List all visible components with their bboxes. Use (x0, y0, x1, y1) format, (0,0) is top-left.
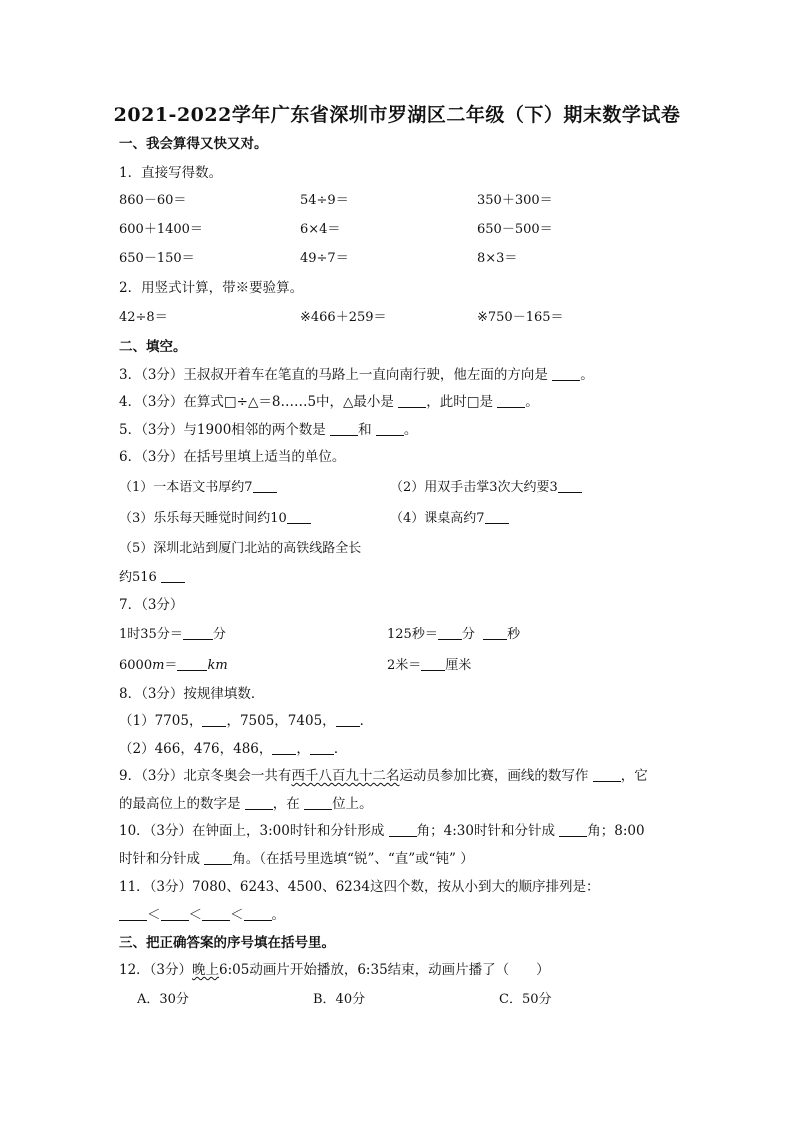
answer-blank[interactable] (438, 625, 462, 640)
q6-item-5-line2 (119, 568, 185, 587)
less-than-sign: ＜ (188, 907, 202, 923)
q10-text: 10．（3分）在钟面上，3:00时针和分针形成 (119, 823, 385, 839)
q7-unit: km (207, 658, 228, 673)
q6-item-text: （4）课桌高约7 (390, 511, 485, 526)
q9-text: ，在 (272, 796, 300, 812)
section-2-heading: 二、填空。 (119, 339, 187, 355)
q12-text: 6:05动画片开始播放，6:35结束，动画片播了（ ） (219, 962, 550, 978)
question-4 (119, 393, 539, 411)
q12-underlined-word: 晚上 (192, 962, 220, 978)
answer-blank[interactable] (204, 850, 232, 865)
q7-text: 2米＝ (387, 658, 422, 673)
q7-item-a (119, 625, 226, 644)
answer-blank[interactable] (559, 822, 587, 837)
q11-label: 11．（3分）7080、6243、4500、6234这四个数，按从小到大的顺序排列是： (119, 879, 600, 895)
q6-item-text: 约516 (119, 570, 157, 585)
q7-item-c (119, 656, 228, 675)
q11-end: 。 (271, 907, 285, 923)
answer-blank[interactable] (398, 393, 426, 408)
q9-text: ，它 (620, 768, 648, 784)
q9-text: 运动员参加比赛，画线的数写作 (399, 768, 589, 784)
answer-blank[interactable] (119, 906, 147, 921)
section-3-heading: 三、把正确答案的序号填在括号里。 (119, 935, 335, 951)
question-9 (119, 767, 648, 785)
question-9-line-2 (119, 795, 373, 813)
q7-label: 7．（3分） (119, 597, 184, 613)
q2-label: 2．用竖式计算，带※要验算。 (119, 280, 304, 296)
answer-blank[interactable] (389, 822, 417, 837)
answer-blank[interactable] (330, 421, 358, 436)
q9-text: 9．（3分）北京冬奥会一共有 (119, 768, 292, 784)
q7-unit: 秒 (507, 627, 521, 642)
q10-text: 角；4:30时针和分针成 (416, 823, 555, 839)
q10-text: 角。（在括号里选填“锐”、“直”或“钝” ） (232, 851, 474, 867)
q4-text: 4．（3分）在算式□÷△＝8……5中，△最小是 (119, 394, 394, 410)
q8-text: ，7505，7405， (226, 713, 336, 729)
q7-unit: 分 (212, 627, 226, 642)
question-10 (119, 822, 645, 840)
q8-text: （2）466，476，486， (119, 741, 273, 757)
q6-item-text: （2）用双手击掌3次大约要3 (390, 480, 558, 495)
answer-blank[interactable] (558, 478, 582, 493)
answer-blank[interactable] (497, 393, 525, 408)
q8-text: （1）7705， (119, 713, 203, 729)
q6-label: 6．（3分）在括号里填上适当的单位。 (119, 449, 346, 465)
q2-item: ※466＋259＝ (300, 310, 387, 325)
q8-label: 8．（3分）按规律填数． (119, 686, 265, 702)
q12-option-c[interactable]: C．50分 (499, 992, 552, 1007)
q8-text: ． (359, 713, 374, 729)
q7-text: 6000 (119, 658, 153, 673)
question-5 (119, 421, 417, 439)
q8-text: ， (296, 741, 310, 757)
q7-unit: m (152, 658, 165, 673)
q7-item-b (387, 625, 520, 644)
q10-text: 角；8:00 (587, 823, 645, 839)
q6-item-text: （1）一本语文书厚约7 (119, 480, 253, 495)
answer-blank[interactable] (202, 906, 230, 921)
q9-text: 位上。 (332, 796, 373, 812)
q6-item-4 (390, 509, 509, 528)
q3-end: 。 (580, 367, 594, 383)
q5-text: 5．（3分）与1900相邻的两个数是 (119, 422, 326, 438)
q1-item: 600＋1400＝ (119, 222, 203, 237)
q1-item: 650－150＝ (119, 251, 195, 266)
q6-item-3 (119, 509, 311, 528)
q6-item-1 (119, 478, 277, 497)
question-3 (119, 366, 594, 384)
answer-blank[interactable] (552, 366, 580, 381)
q1-label: 1．直接写得数。 (119, 165, 223, 181)
answer-blank[interactable] (287, 509, 311, 524)
less-than-sign: ＜ (230, 907, 244, 923)
q10-text: 时针和分针成 (119, 851, 200, 867)
q7-unit: 分 (461, 627, 475, 642)
q2-item: ※750－165＝ (477, 310, 564, 325)
q12-option-a[interactable]: A．30分 (137, 992, 189, 1007)
answer-blank[interactable] (183, 625, 213, 640)
q1-item: 860－60＝ (119, 193, 187, 208)
q12-option-b[interactable]: B．40分 (313, 992, 366, 1007)
q8-text: ． (333, 741, 348, 757)
q7-text: 1时35分＝ (119, 627, 183, 642)
q11-answer-row (119, 906, 285, 924)
answer-blank[interactable] (593, 767, 621, 782)
q1-item: 350＋300＝ (477, 193, 553, 208)
q1-item: 650－500＝ (477, 222, 553, 237)
answer-blank[interactable] (202, 712, 226, 727)
page-title: 2021-2022学年广东省深圳市罗湖区二年级（下）期末数学试卷 (113, 104, 681, 126)
q9-text: 的最高位上的数字是 (119, 796, 241, 812)
answer-blank[interactable] (272, 740, 296, 755)
q7-unit: 厘米 (445, 658, 472, 673)
q6-item-text: （3）乐乐每天睡觉时间约10 (119, 511, 287, 526)
q6-item-5-line1: （5）深圳北站到厦门北站的高铁线路全长 (119, 541, 362, 556)
q7-text: 125秒＝ (387, 627, 438, 642)
answer-blank[interactable] (421, 656, 445, 671)
answer-blank[interactable] (244, 906, 272, 921)
q4-mid: ，此时□是 (426, 394, 493, 410)
q2-item: 42÷8＝ (119, 310, 168, 325)
q1-item: 8×3＝ (477, 251, 518, 266)
answer-blank[interactable] (304, 795, 332, 810)
answer-blank[interactable] (483, 625, 507, 640)
answer-blank[interactable] (245, 795, 273, 810)
answer-blank[interactable] (310, 740, 334, 755)
q1-item: 49÷7＝ (300, 251, 349, 266)
q8-row-1 (119, 712, 373, 730)
q1-item: 54÷9＝ (300, 193, 349, 208)
q5-mid: 和 (358, 422, 372, 438)
answer-blank[interactable] (336, 712, 360, 727)
question-12 (119, 961, 550, 979)
q5-end: 。 (403, 422, 418, 438)
less-than-sign: ＜ (147, 907, 161, 923)
q8-row-2 (119, 740, 347, 758)
q1-item: 6×4＝ (300, 222, 341, 237)
q7-text: ＝ (164, 658, 178, 673)
section-1-heading: 一、我会算得又快又对。 (119, 136, 268, 152)
q9-underlined-number: 西千八百九十二名 (291, 768, 400, 784)
q7-item-d (387, 656, 471, 675)
answer-blank[interactable] (161, 568, 185, 583)
q3-text: 3．（3分）王叔叔开着车在笔直的马路上一直向南行驶，他左面的方向是 (119, 367, 548, 383)
answer-blank[interactable] (177, 656, 207, 671)
q4-end: 。 (525, 394, 539, 410)
question-10-line-2 (119, 850, 474, 868)
q6-item-2 (390, 478, 582, 497)
q12-text: 12．（3分） (119, 962, 193, 978)
answer-blank[interactable] (376, 421, 404, 436)
answer-blank[interactable] (253, 478, 277, 493)
answer-blank[interactable] (485, 509, 509, 524)
answer-blank[interactable] (161, 906, 189, 921)
